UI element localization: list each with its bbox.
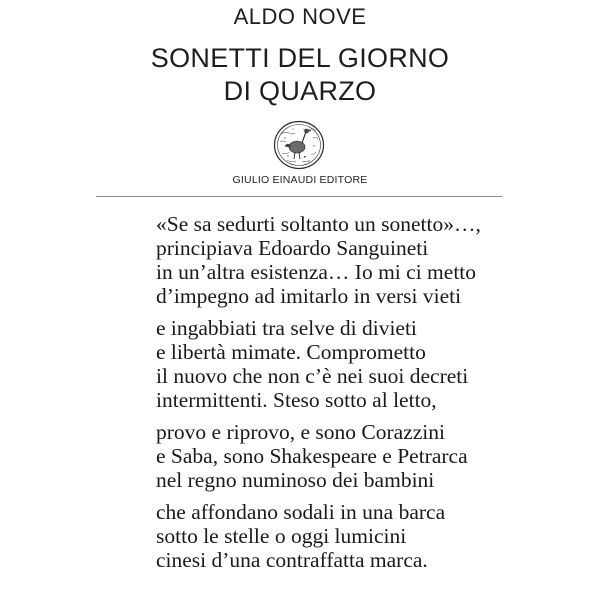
poem-line: intermittenti. Steso sotto al letto,	[156, 388, 437, 412]
poem-line: cinesi d’una contraffatta marca.	[156, 548, 428, 572]
stanza-1	[156, 212, 576, 308]
stanza-2	[156, 316, 576, 412]
poem-line: che affondano sodali in una barca	[156, 500, 446, 524]
stanza-3	[156, 420, 576, 492]
title-line-2: DI QUARZO	[223, 76, 377, 106]
poem-line: e Saba, sono Shakespeare e Petrarca	[156, 444, 468, 468]
poem-line: in un’altra esistenza… Io mi ci metto	[156, 260, 477, 284]
author-name: ALDO NOVE	[233, 4, 367, 29]
publisher-name: GIULIO EINAUDI EDITORE	[232, 174, 368, 186]
stanza-4	[156, 500, 576, 572]
ostrich-emblem-icon	[273, 120, 325, 170]
poem-line: principiava Edoardo Sanguineti	[156, 236, 429, 260]
poem-line: d’impegno ad imitarlo in versi vieti	[156, 284, 462, 308]
sonnet-text	[156, 212, 576, 572]
title-line-1: SONETTI DEL GIORNO	[150, 43, 450, 73]
poem-line: «Se sa sedurti soltanto un sonetto»…,	[156, 212, 481, 236]
poem-line: sotto le stelle o oggi lumicini	[156, 524, 407, 548]
poem-line: provo e riprovo, e sono Corazzini	[156, 420, 445, 444]
poem-line: e ingabbiati tra selve di divieti	[156, 316, 417, 340]
poem-line: il nuovo che non c’è nei suoi decreti	[156, 364, 469, 388]
divider	[96, 196, 502, 197]
poem-line: e libertà mimate. Comprometto	[156, 340, 426, 364]
poem-line: nel regno numinoso dei bambini	[156, 468, 435, 492]
book-title	[0, 42, 600, 108]
